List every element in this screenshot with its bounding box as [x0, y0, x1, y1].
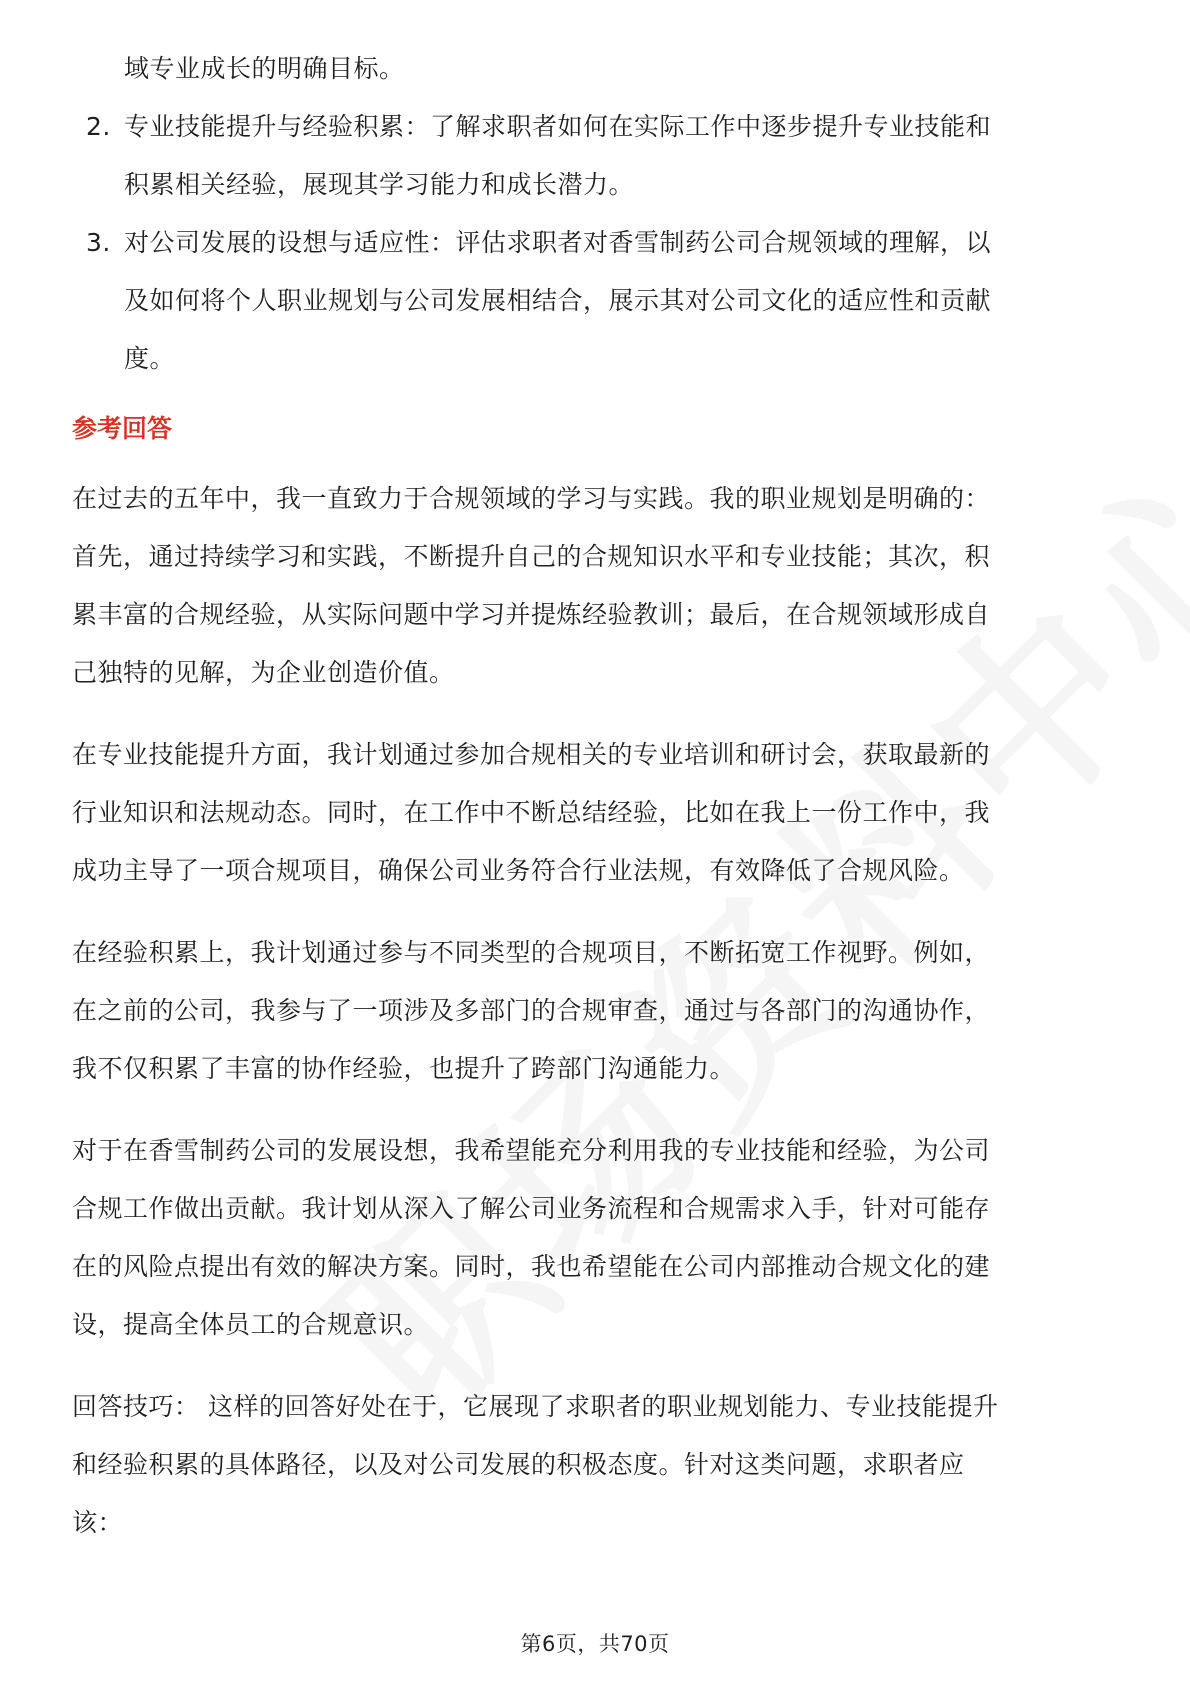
- list-item-number: 3.: [86, 228, 111, 257]
- paragraph-line: 我不仅积累了丰富的协作经验，也提升了跨部门沟通能力。: [72, 1054, 736, 1083]
- section-heading: 参考回答: [72, 414, 173, 443]
- paragraph-line: 在过去的五年中，我一直致力于合规领域的学习与实践。我的职业规划是明确的：: [72, 484, 991, 513]
- paragraph-line: 合规工作做出贡献。我计划从深入了解公司业务流程和合规需求入手，针对可能存: [72, 1194, 991, 1223]
- paragraph-line: 在经验积累上，我计划通过参与不同类型的合规项目，不断拓宽工作视野。例如，: [72, 938, 991, 967]
- answer-paragraph-3: [72, 924, 1122, 1098]
- list-item-2: [72, 98, 1122, 214]
- list-item-line: 度。: [124, 344, 176, 373]
- paragraph-line: 首先，通过持续学习和实践，不断提升自己的合规知识水平和专业技能；其次，积: [72, 542, 991, 571]
- list-item-3: [72, 214, 1122, 388]
- paragraph-line: 行业知识和法规动态。同时，在工作中不断总结经验，比如在我上一份工作中，我: [72, 798, 991, 827]
- paragraph-line: 设，提高全体员工的合规意识。: [72, 1310, 430, 1339]
- paragraph-line: 对于在香雪制药公司的发展设想，我希望能充分利用我的专业技能和经验，为公司: [72, 1136, 991, 1165]
- list-continuation-line: 域专业成长的明确目标。: [124, 54, 405, 83]
- answer-paragraph-1: [72, 470, 1122, 702]
- paragraph-line: 和经验积累的具体路径，以及对公司发展的积极态度。针对这类问题，求职者应: [72, 1450, 965, 1479]
- paragraph-line: 在之前的公司，我参与了一项涉及多部门的合规审查，通过与各部门的沟通协作，: [72, 996, 991, 1025]
- numbered-list: [72, 40, 1122, 388]
- paragraph-line: 累丰富的合规经验，从实际问题中学习并提炼经验教训；最后，在合规领域形成自: [72, 600, 991, 629]
- page-number-footer: 第6页，共70页: [520, 1632, 670, 1656]
- document-body: [72, 40, 1122, 1576]
- paragraph-line: 己独特的见解，为企业创造价值。: [72, 658, 455, 687]
- list-item-line: 对公司发展的设想与适应性：评估求职者对香雪制药公司合规领域的理解，以: [124, 228, 992, 257]
- paragraph-line: 在的风险点提出有效的解决方案。同时，我也希望能在公司内部推动合规文化的建: [72, 1252, 991, 1281]
- paragraph-line: 该：: [72, 1508, 124, 1537]
- answer-tips-paragraph: [72, 1378, 1122, 1552]
- answer-paragraph-2: [72, 726, 1122, 900]
- list-item-number: 2.: [86, 112, 111, 141]
- answer-paragraph-4: [72, 1122, 1122, 1354]
- list-item-line: 积累相关经验，展现其学习能力和成长潜力。: [124, 170, 635, 199]
- paragraph-line: 回答技巧： 这样的回答好处在于，它展现了求职者的职业规划能力、专业技能提升: [72, 1392, 999, 1421]
- list-item-line: 专业技能提升与经验积累：了解求职者如何在实际工作中逐步提升专业技能和: [124, 112, 992, 141]
- paragraph-line: 成功主导了一项合规项目，确保公司业务符合行业法规，有效降低了合规风险。: [72, 856, 965, 885]
- paragraph-line: 在专业技能提升方面，我计划通过参加合规相关的专业培训和研讨会，获取最新的: [72, 740, 991, 769]
- list-item-line: 及如何将个人职业规划与公司发展相结合，展示其对公司文化的适应性和贡献: [124, 286, 992, 315]
